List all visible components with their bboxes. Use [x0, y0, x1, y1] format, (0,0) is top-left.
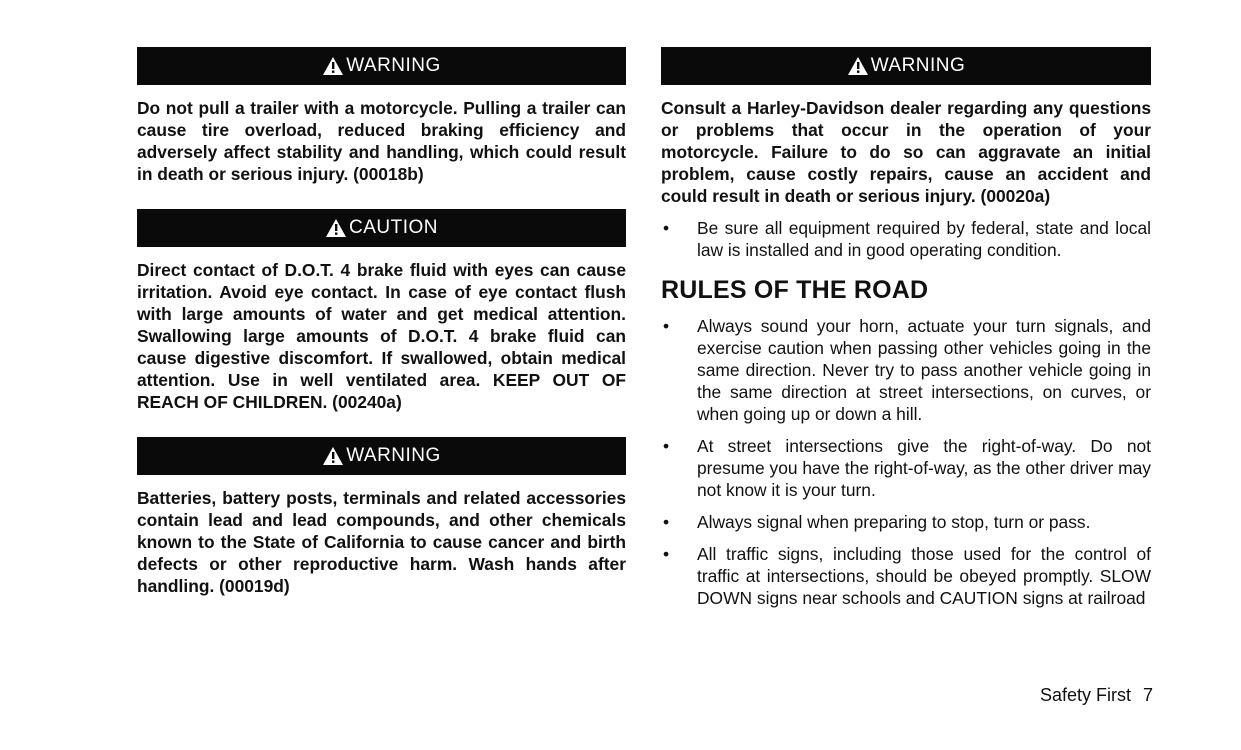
warning-text-dealer: Consult a Harley-Davidson dealer regarding any questions or problems that occur in the operation of your motorcycle. Failure to do so can aggravate an initial problem, cause costly repairs, cause an accident and could result in death or serious injury. (00020a)	[661, 98, 1151, 206]
bullet-icon: •	[662, 316, 670, 336]
list-item	[661, 511, 1151, 533]
list-item	[661, 543, 1151, 609]
bullet-icon: •	[662, 436, 670, 456]
banner-label: WARNING	[346, 445, 441, 466]
bullet-text: All traffic signs, including those used for the control of traffic at intersections, should be obeyed promptly. SLOW DOWN signs near schools and CAUTION signs at railroad	[697, 544, 1151, 608]
page-number: 7	[1142, 685, 1153, 705]
rules-bullet-list	[661, 315, 1151, 609]
list-item	[661, 315, 1151, 425]
warning-triangle-icon	[847, 56, 869, 76]
bullet-text: Always sound your horn, actuate your turn signals, and exercise caution when passing other vehicles going in the same direction. Never try to pass another vehicle going in the same direction at street intersections, on curves, or when going up or down a hill.	[697, 316, 1151, 424]
equipment-bullet-list	[661, 217, 1151, 261]
banner-label: CAUTION	[349, 217, 438, 238]
warning-banner-trailer	[137, 47, 626, 85]
caution-banner-brake-fluid	[137, 209, 626, 247]
right-column	[661, 47, 1151, 609]
bullet-text: Always signal when preparing to stop, turn or pass.	[697, 512, 1091, 532]
bullet-icon: •	[662, 544, 670, 564]
banner-label: WARNING	[346, 55, 441, 76]
bullet-text: At street intersections give the right-of-way. Do not presume you have the right-of-way, as the other driver may not know it is your turn.	[697, 436, 1151, 500]
warning-triangle-icon	[322, 56, 344, 76]
list-item	[661, 435, 1151, 501]
section-title: RULES OF THE ROAD	[661, 276, 929, 304]
caution-text-brake-fluid: Direct contact of D.O.T. 4 brake fluid with eyes can cause irritation. Avoid eye contact. In case of eye contact flush with large amounts of water and get medical attention. Swallowing large amounts of D.O.T. 4 brake fluid can cause digestive discomfort. If swallowed, obtain medical attention. Use in well ventilated area. KEEP OUT OF REACH OF CHILDREN. (00240a)	[137, 260, 626, 412]
banner-label: WARNING	[870, 55, 966, 76]
bullet-text: Be sure all equipment required by federal, state and local law is installed and in good operating condition.	[697, 218, 1151, 260]
warning-text-battery: Batteries, battery posts, terminals and related accessories contain lead and lead compounds, and other chemicals known to the State of California to cause cancer and birth defects or other reproductive harm. Wash hands after handling. (00019d)	[137, 488, 626, 596]
warning-banner-battery	[137, 437, 626, 475]
footer-section: Safety First	[1039, 685, 1131, 705]
warning-triangle-icon	[325, 218, 347, 238]
warning-triangle-icon	[322, 446, 344, 466]
left-column	[137, 47, 626, 597]
list-item	[661, 217, 1151, 261]
bullet-icon: •	[662, 512, 670, 532]
page-footer	[1040, 684, 1153, 706]
warning-banner-dealer	[661, 47, 1151, 85]
warning-text-trailer: Do not pull a trailer with a motorcycle. Pulling a trailer can cause tire overload, reduced braking efficiency and adversely affect stability and handling, which could result in death or serious injury. (00018b)	[137, 98, 626, 184]
bullet-icon: •	[662, 218, 670, 238]
